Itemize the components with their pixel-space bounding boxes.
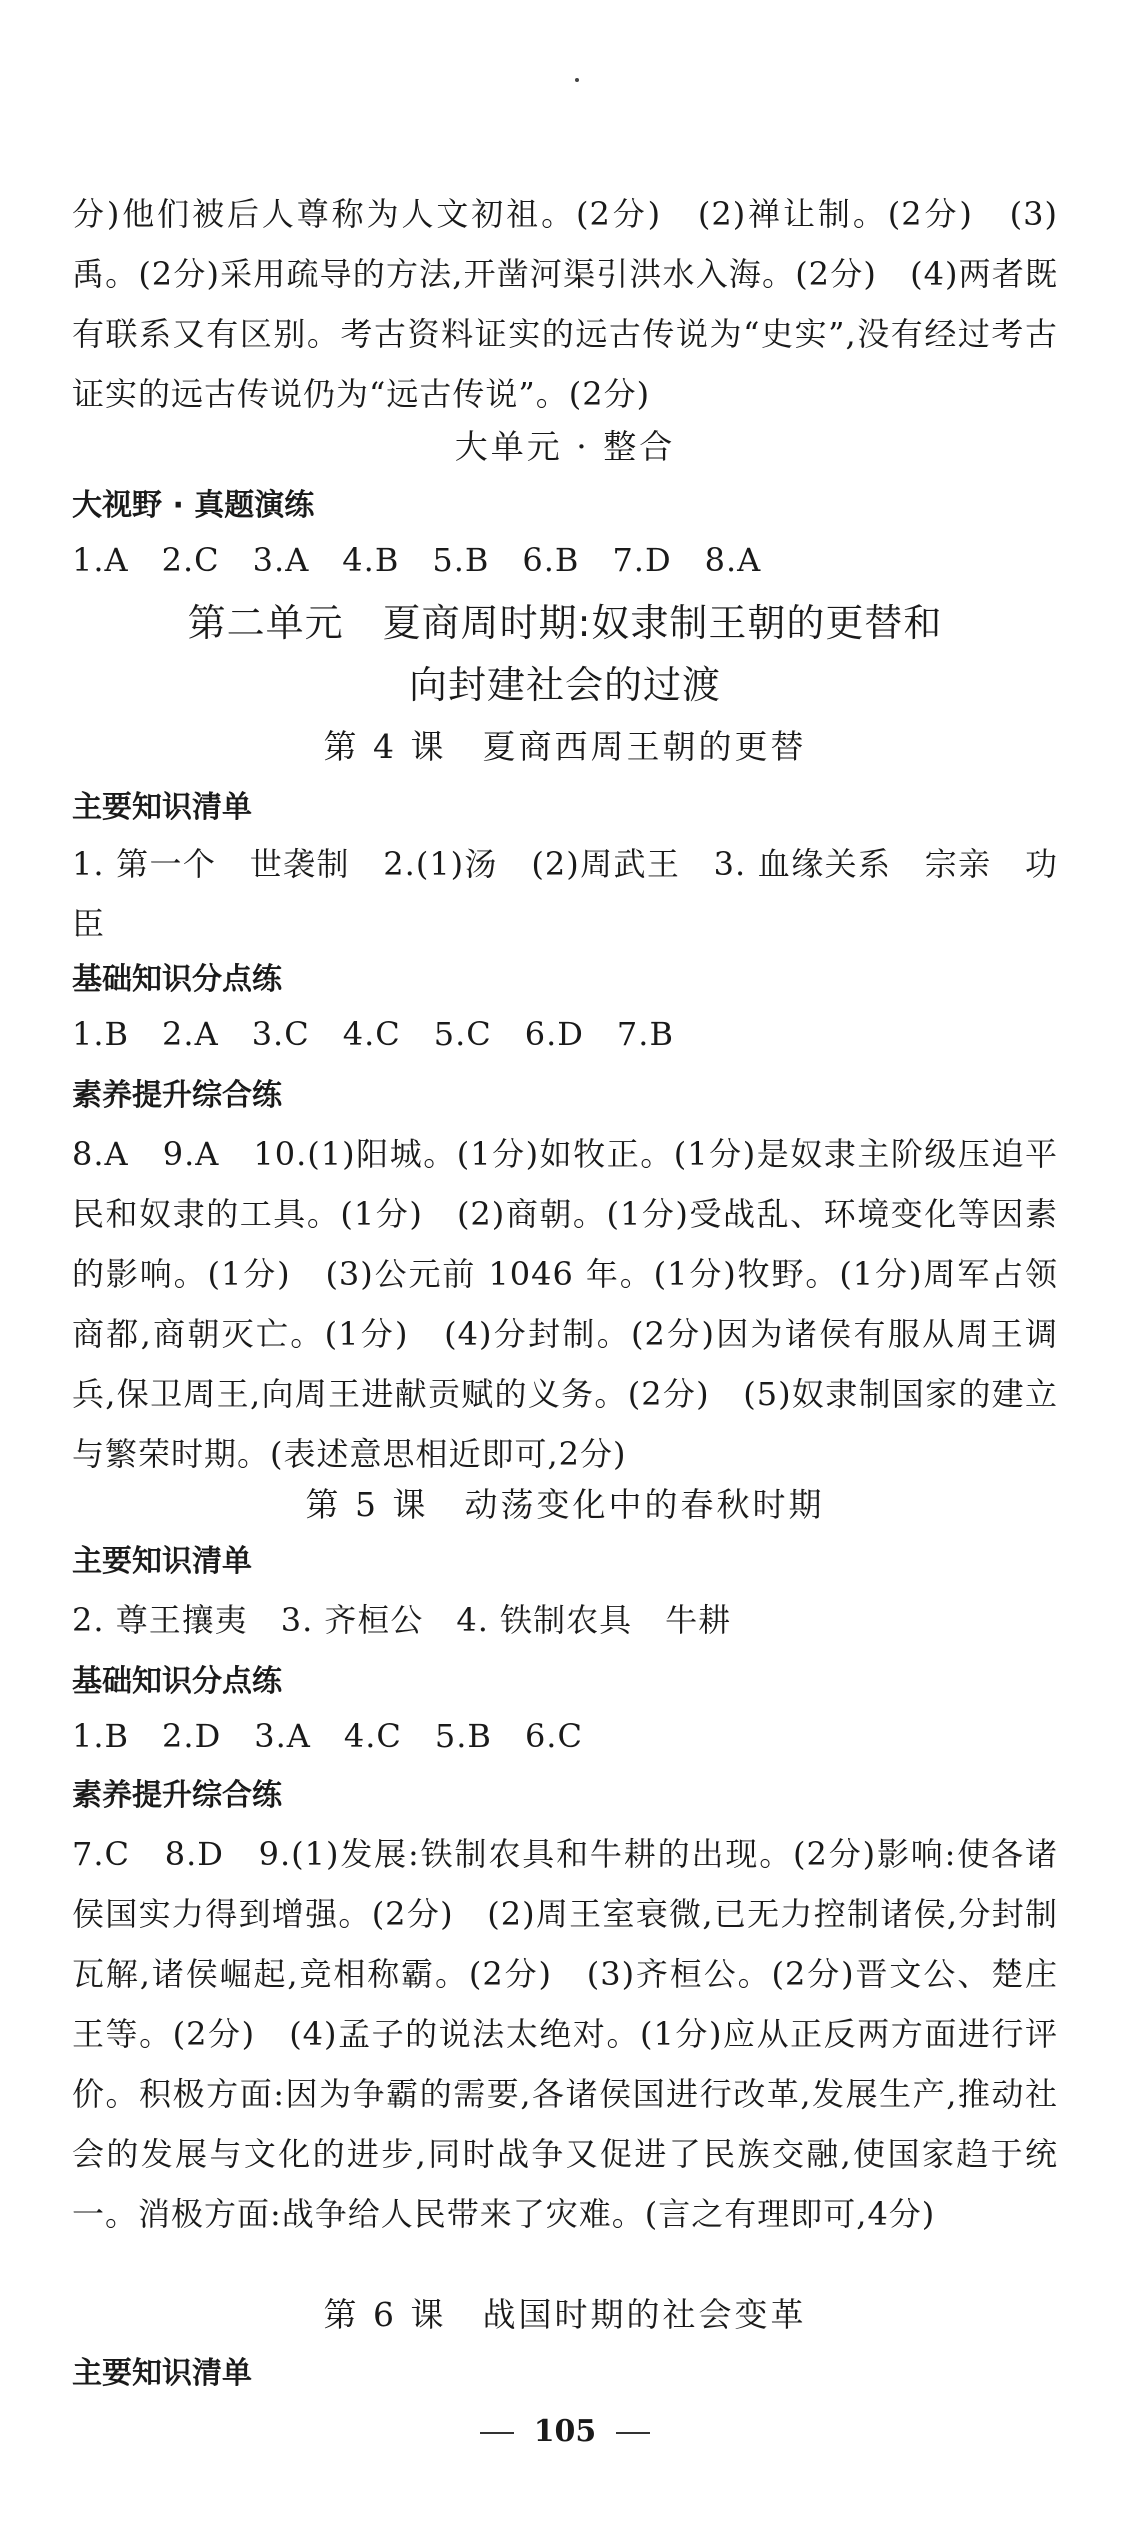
unit-title-line2: 向封建社会的过渡 <box>408 663 721 707</box>
answer-paragraph-intro: 分)他们被后人尊称为人文初祖。(2分) (2)禅让制。(2分) (3)禹。(2分)采用疏导的方法,开凿河渠引洪水入海。(2分) (4)两者既有联系又有区别。考古资料证实的远古传说为“史实”,没有经过考古证实的远古传说仍为“远古传说”。(2分) <box>72 195 1058 413</box>
answers-l5-comprehensive: 7.C 8.D 9.(1)发展:铁制农具和牛耕的出现。(2分)影响:使各诸侯国实力得到增强。(2分) (2)周王室衰微,已无力控制诸侯,分封制瓦解,诸侯崛起,竞相称霸。(2分) (3)齐桓公。(2分)晋文公、楚庄王等。(2分) (4)孟子的说法太绝对。(1分)应从正反两方面进行评价。积极方面:因为争霸的需要,各诸侯国进行改革,发展生产,推动社会的发展与文化的进步,同时战争又促进了民族交融,使国家趋于统一。消极方面:战争给人民带来了灾难。(言之有理即可,4分) <box>72 1835 1058 2233</box>
answers-l5-basic: 1.B 2.D 3.A 4.C 5.B 6.C <box>72 1717 583 1755</box>
unit-title-line1: 第二单元 夏商周时期:奴隶制王朝的更替和 <box>187 601 943 645</box>
page-number: 105 <box>533 2414 597 2449</box>
answers-dashiye: 1.A 2.C 3.A 4.B 5.B 6.B 7.D 8.A <box>72 541 762 579</box>
footer-dash-right <box>616 2432 650 2434</box>
heading-l4-comprehensive: 素养提升综合练 <box>72 1078 282 1113</box>
lesson-title-5: 第 5 课 动荡变化中的春秋时期 <box>305 1485 825 1524</box>
heading-l5-basic: 基础知识分点练 <box>72 1664 282 1699</box>
section-title-unit1-summary: 大单元 · 整合 <box>454 427 676 466</box>
answers-l4-comprehensive: 8.A 9.A 10.(1)阳城。(1分)如牧正。(1分)是奴隶主阶级压迫平民和奴隶的工具。(1分) (2)商朝。(1分)受战乱、环境变化等因素的影响。(1分) (3)公元前 1046 年。(1分)牧野。(1分)周军占领商都,商朝灭亡。(1分) (4)分封制。(2分)因为诸侯有服从周王调兵,保卫周王,向周王进献贡赋的义务。(2分) (5)奴隶制国家的建立与繁荣时期。(表述意思相近即可,2分) <box>72 1135 1058 1473</box>
answers-l4-basic: 1.B 2.A 3.C 4.C 5.C 6.D 7.B <box>72 1015 674 1053</box>
scan-speck <box>575 78 579 82</box>
lesson-title-6: 第 6 课 战国时期的社会变革 <box>323 2295 807 2334</box>
heading-dashiye: 大视野 · 真题演练 <box>72 488 315 523</box>
heading-l5-comprehensive: 素养提升综合练 <box>72 1778 282 1813</box>
lesson-title-4: 第 4 课 夏商西周王朝的更替 <box>323 727 807 766</box>
footer-dash-left <box>480 2432 514 2434</box>
answers-l4-knowledge: 1. 第一个 世袭制 2.(1)汤 (2)周武王 3. 血缘关系 宗亲 功臣 <box>72 845 1058 943</box>
heading-l4-basic: 基础知识分点练 <box>72 962 282 997</box>
heading-l4-knowledge: 主要知识清单 <box>72 790 252 825</box>
answers-l5-knowledge: 2. 尊王攘夷 3. 齐桓公 4. 铁制农具 牛耕 <box>72 1601 732 1639</box>
heading-l6-knowledge: 主要知识清单 <box>72 2356 252 2391</box>
page-number-footer <box>0 2412 1130 2452</box>
heading-l5-knowledge: 主要知识清单 <box>72 1544 252 1579</box>
